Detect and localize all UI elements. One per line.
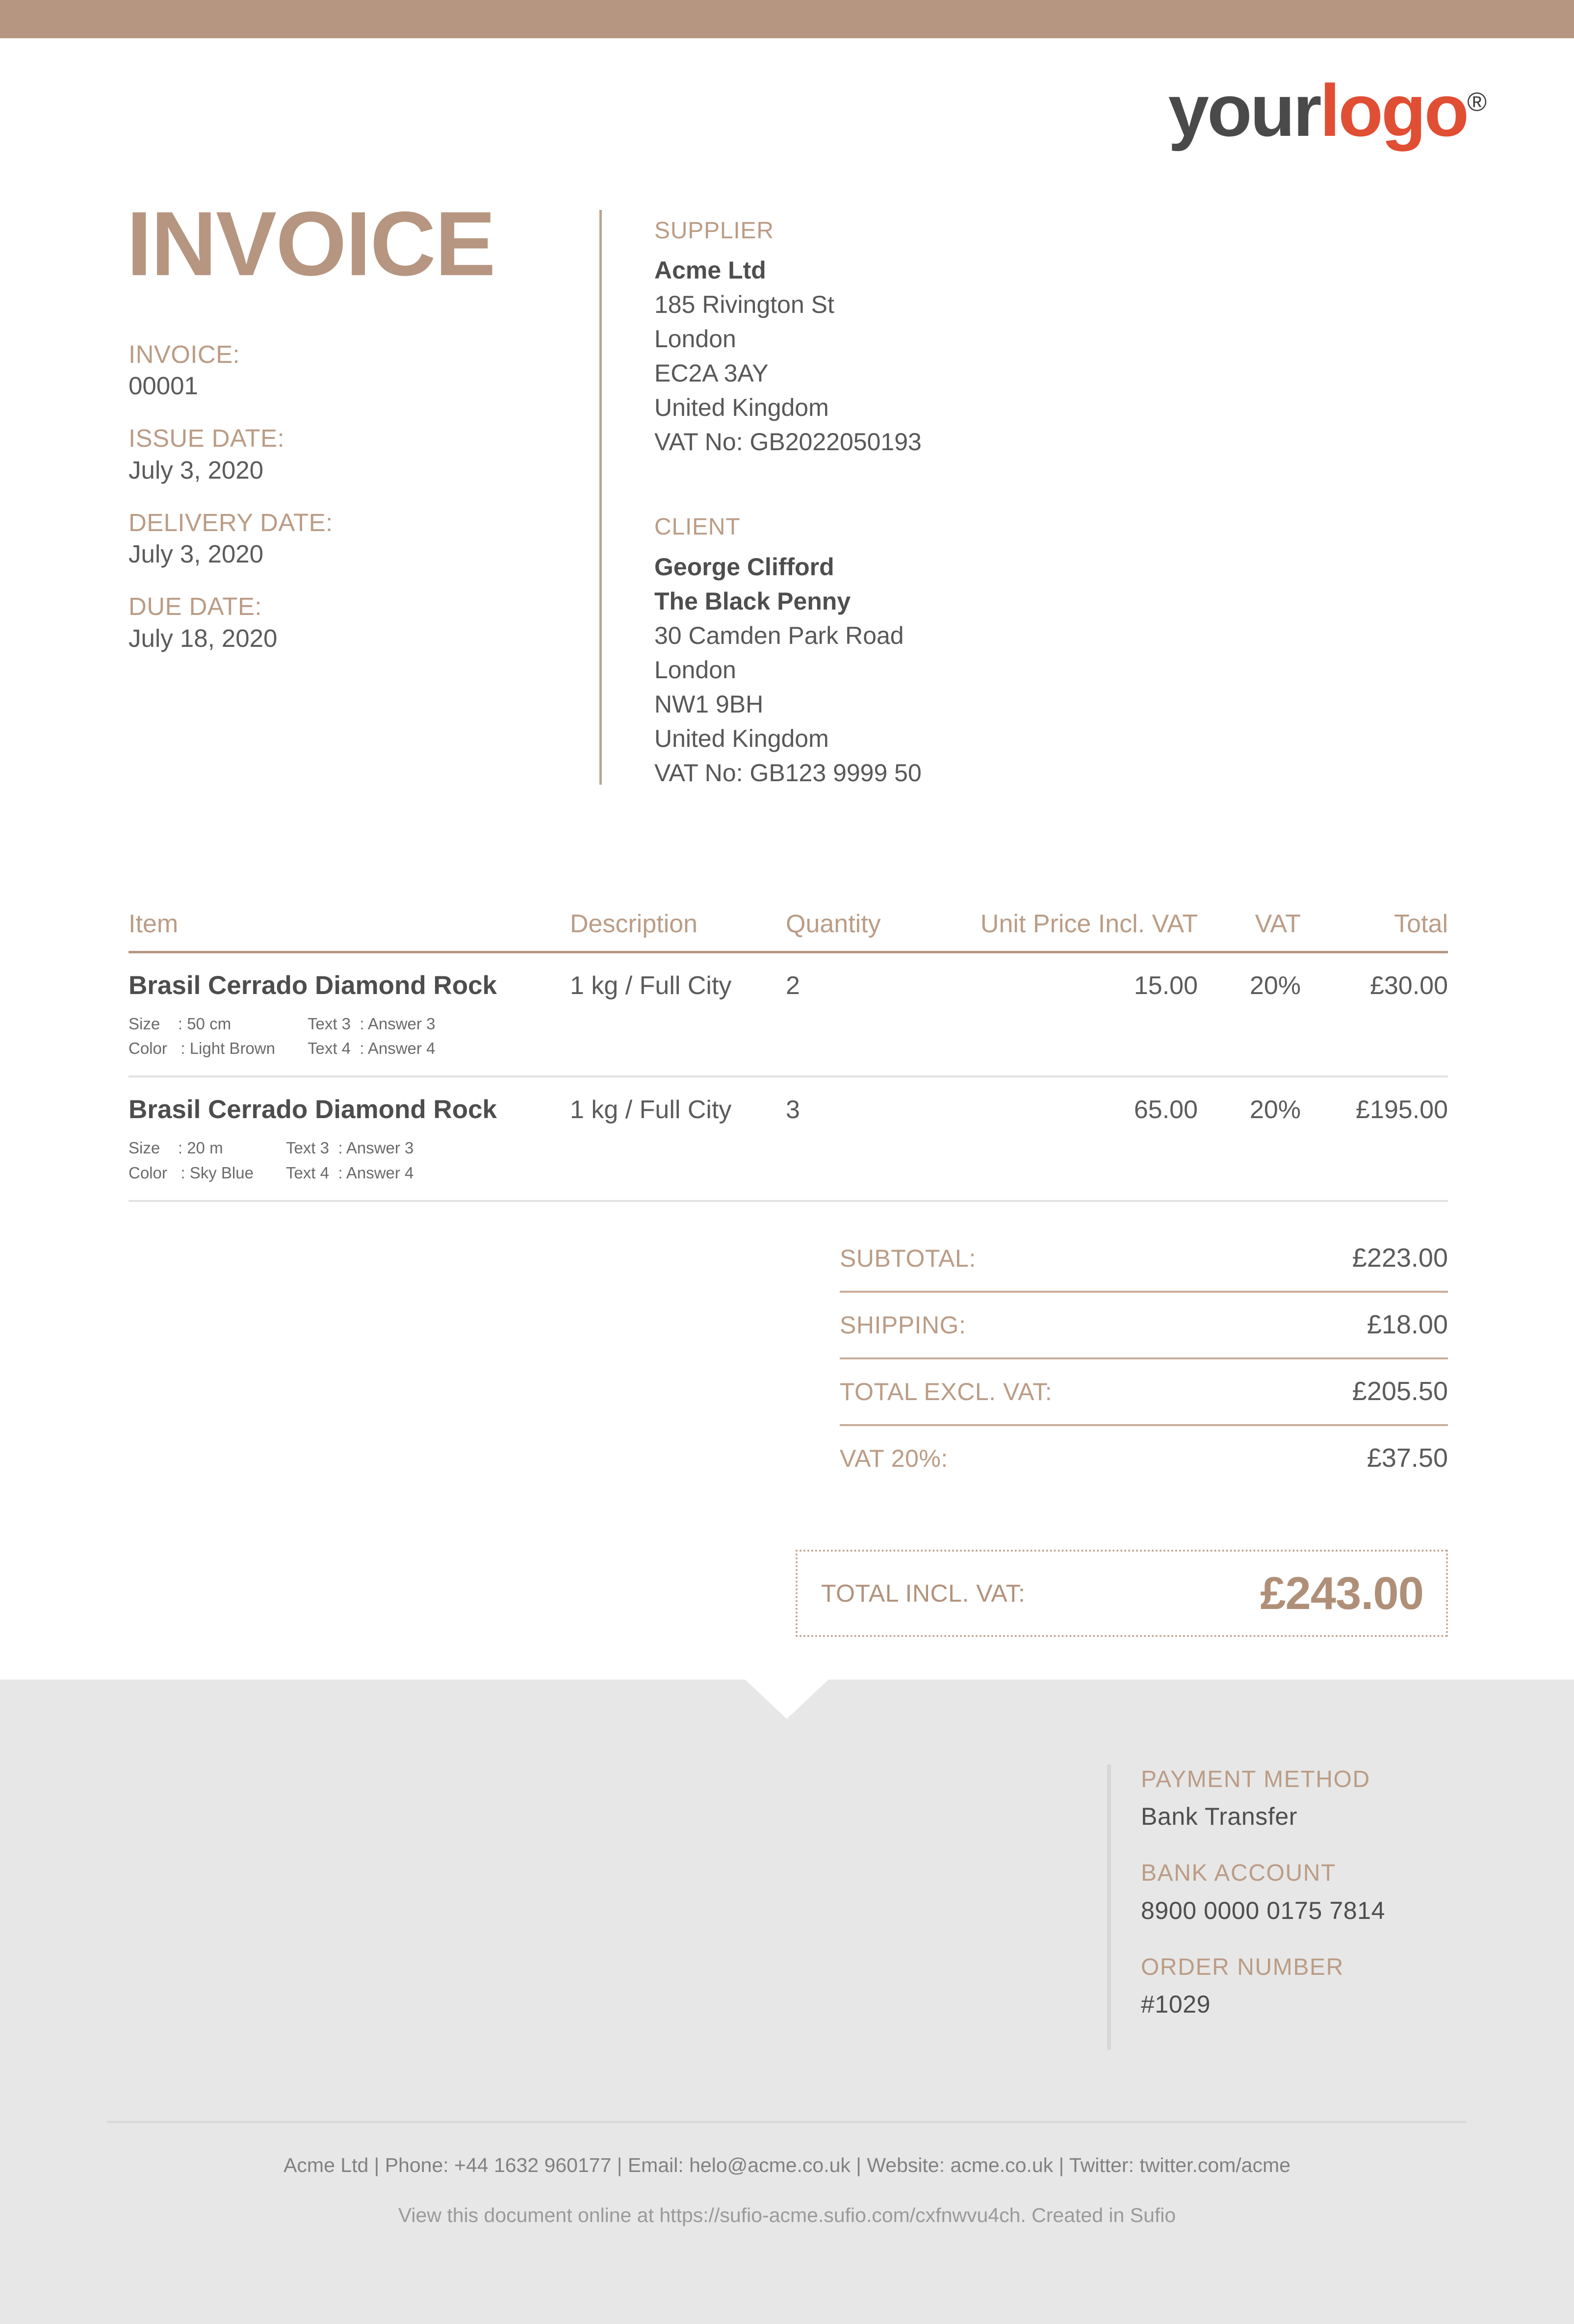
- client-vat-number: VAT No: GB123 9999 50: [654, 759, 922, 787]
- grand-total-value: £243.00: [1260, 1567, 1423, 1619]
- item-attribute: Text 4 : Answer 4: [307, 1039, 436, 1058]
- meta-label: INVOICE:: [129, 340, 240, 368]
- meta-value: July 3, 2020: [129, 456, 264, 484]
- table-cell-item: [129, 1095, 570, 1185]
- item-attribute: Text 3 : Answer 3: [285, 1139, 414, 1157]
- client-address-line: United Kingdom: [654, 724, 829, 752]
- meta-row-delivery-date: [129, 508, 531, 570]
- order-number-group: [1141, 1952, 1514, 2020]
- item-name: Brasil Cerrado Diamond Rock: [129, 971, 497, 1000]
- column-header-vat: VAT: [1255, 910, 1301, 938]
- client-address-line: 30 Camden Park Road: [654, 621, 904, 649]
- meta-label: DELIVERY DATE:: [129, 508, 333, 536]
- table-cell-description: 1 kg / Full City: [570, 971, 732, 1000]
- item-attributes-right: [308, 1012, 435, 1061]
- top-accent-bar: [0, 0, 1574, 38]
- supplier-vat-number: VAT No: GB2022050193: [654, 428, 922, 456]
- table-cell-unit-price: 15.00: [1134, 971, 1198, 1000]
- footer-document-link[interactable]: View this document online at https://sufio-acme.sufio.com/cxfnwvu4ch. Created in Sufio: [398, 2204, 1176, 2226]
- column-header-unit-price: Unit Price Incl. VAT: [980, 910, 1198, 938]
- table-cell-total: £195.00: [1356, 1096, 1448, 1124]
- meta-row-due-date: [129, 591, 531, 654]
- footer-notch-icon: [745, 1680, 828, 1719]
- totals-row-total-excl-vat: [840, 1359, 1448, 1426]
- table-cell-description: 1 kg / Full City: [570, 1096, 732, 1124]
- totals-row-vat: [840, 1426, 1448, 1491]
- totals-value: £205.50: [1352, 1377, 1448, 1406]
- totals-value: £18.00: [1367, 1310, 1448, 1339]
- item-attributes-right: [286, 1136, 413, 1185]
- registered-trademark-icon: ®: [1467, 87, 1487, 117]
- item-attribute: Text 3 : Answer 3: [307, 1015, 436, 1033]
- totals-value: £37.50: [1367, 1443, 1448, 1473]
- table-cell-quantity: 3: [786, 1096, 800, 1124]
- vertical-divider: [599, 210, 602, 785]
- logo-text-primary: your: [1168, 69, 1320, 152]
- bank-account-group: [1141, 1858, 1514, 1926]
- page-title: INVOICE: [127, 193, 495, 295]
- table-cell-quantity: 2: [786, 971, 800, 1000]
- item-attribute: Text 4 : Answer 4: [285, 1163, 414, 1182]
- totals-summary: [840, 1226, 1448, 1491]
- table-row: [129, 1077, 1448, 1201]
- column-header-item: Item: [129, 910, 179, 938]
- table-cell-item: [129, 971, 570, 1061]
- supplier-address-line: United Kingdom: [654, 394, 829, 422]
- supplier-address-line: London: [654, 325, 736, 353]
- column-header-description: Description: [570, 910, 698, 938]
- totals-row-shipping: [840, 1293, 1448, 1359]
- footer-divider: [107, 2121, 1467, 2123]
- client-name: George Clifford: [654, 553, 834, 581]
- item-attribute: Size : 50 cm: [129, 1015, 232, 1033]
- totals-row-subtotal: [840, 1226, 1448, 1293]
- client-address-line: NW1 9BH: [654, 690, 764, 718]
- parties-column: [654, 216, 1243, 790]
- grand-total-label: TOTAL INCL. VAT:: [821, 1580, 1026, 1607]
- table-cell-unit-price: 65.00: [1134, 1096, 1198, 1124]
- item-attribute: Color : Light Brown: [129, 1039, 275, 1058]
- payment-method-value: Bank Transfer: [1141, 1803, 1298, 1831]
- order-number-value: #1029: [1141, 1991, 1211, 2018]
- table-cell-total: £30.00: [1369, 971, 1448, 1000]
- meta-value: July 18, 2020: [129, 624, 278, 652]
- order-number-label: ORDER NUMBER: [1141, 1954, 1344, 1980]
- client-address-line: London: [654, 656, 736, 684]
- meta-label: ISSUE DATE:: [129, 424, 285, 453]
- meta-row-issue-date: [129, 423, 531, 485]
- client-heading: CLIENT: [654, 514, 741, 540]
- column-header-total: Total: [1394, 910, 1448, 938]
- totals-label: VAT 20%:: [840, 1445, 948, 1472]
- supplier-name: Acme Ltd: [654, 256, 766, 284]
- item-attribute: Color : Sky Blue: [129, 1163, 254, 1182]
- item-attributes-left: [129, 1136, 254, 1185]
- totals-label: SUBTOTAL:: [840, 1245, 976, 1272]
- payment-divider: [1107, 1764, 1111, 2050]
- table-header-row: [129, 910, 1448, 953]
- item-attributes: [129, 1012, 570, 1061]
- payment-details: [1141, 1764, 1514, 2046]
- payment-method-label: PAYMENT METHOD: [1141, 1766, 1370, 1792]
- table-row: [129, 953, 1448, 1077]
- line-items-table: [129, 910, 1448, 1202]
- meta-row-invoice-number: [129, 339, 531, 402]
- supplier-address-line: 185 Rivington St: [654, 291, 834, 319]
- item-attribute: Size : 20 m: [129, 1139, 223, 1157]
- totals-label: SHIPPING:: [840, 1311, 966, 1339]
- totals-label: TOTAL EXCL. VAT:: [840, 1378, 1053, 1405]
- meta-value: 00001: [129, 372, 198, 400]
- company-logo: [1168, 69, 1487, 152]
- table-cell-vat: 20%: [1249, 971, 1301, 1000]
- invoice-meta-list: [129, 339, 531, 676]
- totals-value: £223.00: [1352, 1243, 1448, 1273]
- supplier-heading: SUPPLIER: [654, 218, 774, 244]
- footer-contact-line: Acme Ltd | Phone: +44 1632 960177 | Email: helo@acme.co.uk | Website: acme.co.uk | Twitter: twitter.com/acme: [284, 2154, 1290, 2176]
- supplier-block: [654, 216, 1243, 459]
- bank-account-value: 8900 0000 0175 7814: [1141, 1896, 1385, 1924]
- meta-label: DUE DATE:: [129, 592, 262, 621]
- item-name: Brasil Cerrado Diamond Rock: [129, 1095, 497, 1124]
- meta-value: July 3, 2020: [129, 540, 264, 568]
- bank-account-label: BANK ACCOUNT: [1141, 1860, 1336, 1887]
- logo-text-accent: logo: [1319, 69, 1468, 152]
- column-header-quantity: Quantity: [786, 910, 881, 938]
- supplier-address-line: EC2A 3AY: [654, 359, 769, 387]
- client-company: The Black Penny: [654, 587, 851, 615]
- grand-total-box: [796, 1550, 1448, 1637]
- payment-method-group: [1141, 1764, 1514, 1833]
- item-attributes-left: [129, 1012, 275, 1061]
- table-cell-vat: 20%: [1249, 1096, 1301, 1124]
- item-attributes: [129, 1136, 570, 1185]
- client-block: [654, 512, 1243, 790]
